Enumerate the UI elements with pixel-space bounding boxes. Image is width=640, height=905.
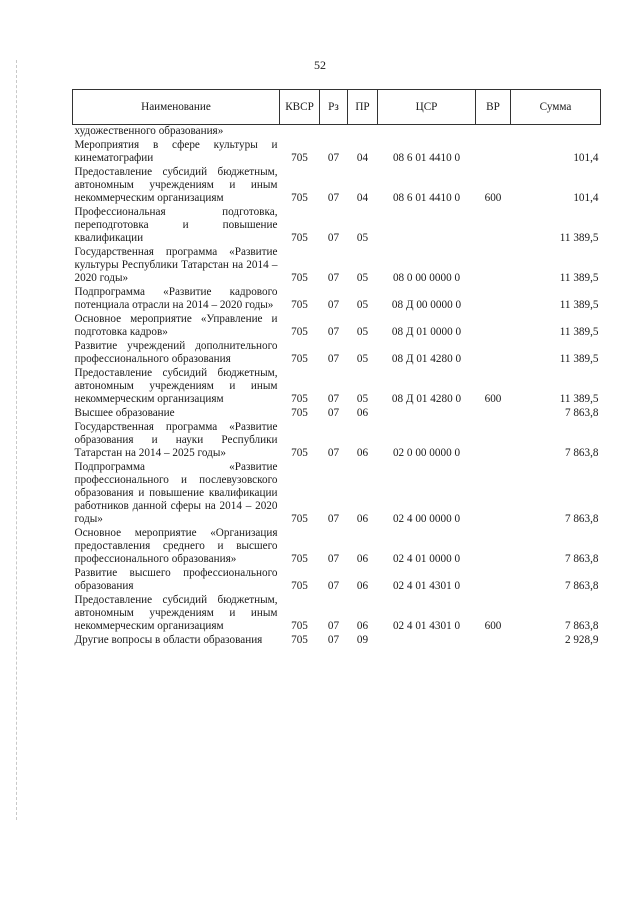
cell-rz <box>320 125 348 140</box>
cell-name: Предоставление субсидий бюджетным, автономным учреждениям и иным некоммерческим организациям <box>74 594 278 632</box>
cell-pr: 05 <box>356 326 369 338</box>
cell-sum: 101,4 <box>573 192 599 204</box>
table-row <box>73 125 601 140</box>
cell-pr: 05 <box>356 232 369 244</box>
cell-name: Основное мероприятие «Управление и подготовка кадров» <box>74 313 278 338</box>
table-row <box>73 340 601 367</box>
cell-kvsr: 705 <box>291 272 308 284</box>
cell-name: Государственная программа «Развитие образования и науки Республики Татарстан на 2014 – 2025 годы» <box>74 421 278 459</box>
cell-csr: 08 Д 01 0000 0 <box>391 326 462 338</box>
cell-kvsr: 705 <box>291 152 308 164</box>
cell-pr: 05 <box>356 299 369 311</box>
cell-pr: 06 <box>356 620 369 632</box>
table-row <box>73 421 601 461</box>
cell-rz: 07 <box>327 513 340 525</box>
header-kvsr: КВСР <box>280 90 320 125</box>
cell-sum: 7 863,8 <box>564 407 599 419</box>
cell-csr: 08 Д 01 4280 0 <box>391 353 462 365</box>
cell-csr: 02 0 00 0000 0 <box>392 447 461 459</box>
cell-sum: 7 863,8 <box>564 513 599 525</box>
page-number: 52 <box>314 58 326 72</box>
cell-rz: 07 <box>327 580 340 592</box>
cell-vr <box>476 567 511 594</box>
cell-csr <box>378 206 476 246</box>
binding-margin-marks <box>16 60 18 820</box>
cell-vr <box>476 407 511 421</box>
cell-sum: 11 389,5 <box>559 393 599 405</box>
cell-sum: 101,4 <box>573 152 599 164</box>
cell-csr: 02 4 00 0000 0 <box>392 513 461 525</box>
cell-sum: 7 863,8 <box>564 447 599 459</box>
cell-vr <box>476 125 511 140</box>
cell-csr <box>378 634 476 648</box>
cell-name: Подпрограмма «Развитие профессионального и послевузовского образования и повышение квалификации работников данной сферы на 2014 – 2020 годы» <box>74 461 278 525</box>
cell-name: Мероприятия в сфере культуры и кинематографии <box>74 139 278 164</box>
cell-sum: 2 928,9 <box>564 634 599 646</box>
cell-rz: 07 <box>327 192 340 204</box>
cell-pr: 04 <box>356 192 369 204</box>
table-row <box>73 166 601 206</box>
cell-csr: 08 6 01 4410 0 <box>392 192 461 204</box>
cell-sum: 7 863,8 <box>564 580 599 592</box>
cell-rz: 07 <box>327 272 340 284</box>
table-row <box>73 634 601 648</box>
table-row <box>73 206 601 246</box>
cell-kvsr: 705 <box>291 580 308 592</box>
table-header <box>73 90 601 125</box>
table-row <box>73 527 601 567</box>
cell-name: Развитие учреждений дополнительного профессионального образования <box>74 340 278 365</box>
cell-name: Основное мероприятие «Организация предоставления среднего и высшего профессионального образования» <box>74 527 278 565</box>
table-row <box>73 594 601 634</box>
cell-pr: 06 <box>356 553 369 565</box>
cell-vr <box>476 421 511 461</box>
cell-rz: 07 <box>327 620 340 632</box>
cell-sum: 11 389,5 <box>559 299 599 311</box>
cell-vr <box>476 527 511 567</box>
cell-rz: 07 <box>327 326 340 338</box>
cell-vr: 600 <box>484 620 502 632</box>
cell-vr <box>476 286 511 313</box>
cell-vr <box>476 634 511 648</box>
cell-kvsr: 705 <box>291 232 308 244</box>
cell-pr: 05 <box>356 353 369 365</box>
cell-name: Подпрограмма «Развитие кадрового потенциала отрасли на 2014 – 2020 годы» <box>74 286 278 311</box>
cell-sum: 7 863,8 <box>564 553 599 565</box>
cell-pr: 09 <box>356 634 369 646</box>
cell-pr: 04 <box>356 152 369 164</box>
cell-name: Государственная программа «Развитие культуры Республики Татарстан на 2014 – 2020 годы» <box>74 246 278 284</box>
header-vr: ВР <box>476 90 511 125</box>
cell-pr: 06 <box>356 447 369 459</box>
cell-sum: 11 389,5 <box>559 272 599 284</box>
table-row <box>73 367 601 407</box>
cell-csr: 08 Д 00 0000 0 <box>391 299 462 311</box>
cell-rz: 07 <box>327 407 340 419</box>
header-rz: Рз <box>320 90 348 125</box>
cell-kvsr: 705 <box>291 513 308 525</box>
cell-rz: 07 <box>327 447 340 459</box>
cell-kvsr: 705 <box>291 634 308 646</box>
cell-kvsr: 705 <box>291 553 308 565</box>
header-pr: ПР <box>348 90 378 125</box>
table-row <box>73 407 601 421</box>
cell-pr: 06 <box>356 580 369 592</box>
header-sum: Сумма <box>511 90 601 125</box>
header-name: Наименование <box>73 90 280 125</box>
cell-rz: 07 <box>327 299 340 311</box>
cell-pr: 06 <box>356 407 369 419</box>
cell-kvsr <box>280 125 320 140</box>
cell-name: Развитие высшего профессионального образования <box>74 567 278 592</box>
cell-csr: 02 4 01 4301 0 <box>392 580 461 592</box>
cell-vr <box>476 461 511 527</box>
header-csr: ЦСР <box>378 90 476 125</box>
cell-sum: 11 389,5 <box>559 232 599 244</box>
cell-sum <box>511 125 601 140</box>
cell-rz: 07 <box>327 634 340 646</box>
cell-pr <box>348 125 378 140</box>
cell-kvsr: 705 <box>291 192 308 204</box>
cell-vr <box>476 139 511 166</box>
cell-vr <box>476 246 511 286</box>
cell-vr <box>476 206 511 246</box>
table-row <box>73 567 601 594</box>
cell-kvsr: 705 <box>291 407 308 419</box>
cell-csr: 08 0 00 0000 0 <box>392 272 461 284</box>
cell-name: Предоставление субсидий бюджетным, автономным учреждениям и иным некоммерческим организациям <box>74 166 278 204</box>
table-row <box>73 139 601 166</box>
cell-kvsr: 705 <box>291 299 308 311</box>
cell-rz: 07 <box>327 152 340 164</box>
cell-rz: 07 <box>327 553 340 565</box>
cell-name: Другие вопросы в области образования <box>74 634 263 646</box>
cell-vr: 600 <box>484 192 502 204</box>
cell-vr <box>476 340 511 367</box>
cell-csr: 02 4 01 4301 0 <box>392 620 461 632</box>
cell-kvsr: 705 <box>291 326 308 338</box>
cell-sum: 7 863,8 <box>564 620 599 632</box>
cell-vr <box>476 313 511 340</box>
cell-sum: 11 389,5 <box>559 353 599 365</box>
cell-kvsr: 705 <box>291 353 308 365</box>
cell-name: художественного образования» <box>74 125 224 137</box>
cell-name: Предоставление субсидий бюджетным, автономным учреждениям и иным некоммерческим организациям <box>74 367 278 405</box>
table-row <box>73 313 601 340</box>
cell-name: Профессиональная подготовка, переподготовка и повышение квалификации <box>74 206 278 244</box>
cell-pr: 06 <box>356 513 369 525</box>
cell-kvsr: 705 <box>291 620 308 632</box>
cell-csr: 08 Д 01 4280 0 <box>391 393 462 405</box>
cell-pr: 05 <box>356 272 369 284</box>
cell-pr: 05 <box>356 393 369 405</box>
cell-csr: 08 6 01 4410 0 <box>392 152 461 164</box>
table-row <box>73 286 601 313</box>
cell-rz: 07 <box>327 232 340 244</box>
cell-kvsr: 705 <box>291 393 308 405</box>
cell-csr <box>378 125 476 140</box>
cell-kvsr: 705 <box>291 447 308 459</box>
cell-name: Высшее образование <box>74 407 175 419</box>
table-row <box>73 461 601 527</box>
table-body <box>73 125 601 649</box>
cell-rz: 07 <box>327 353 340 365</box>
cell-vr: 600 <box>484 393 502 405</box>
cell-csr: 02 4 01 0000 0 <box>392 553 461 565</box>
table-row <box>73 246 601 286</box>
cell-sum: 11 389,5 <box>559 326 599 338</box>
cell-csr <box>378 407 476 421</box>
cell-rz: 07 <box>327 393 340 405</box>
budget-table <box>72 89 601 648</box>
